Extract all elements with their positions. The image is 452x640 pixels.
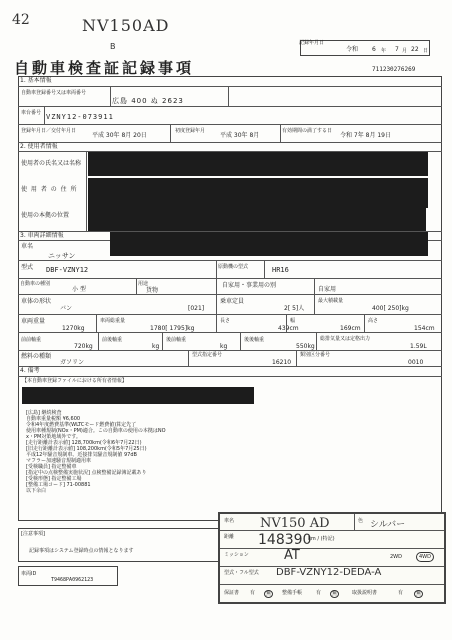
f-axle-label: 前後軸重	[102, 337, 123, 343]
displacement-label: 総排気量又は定格出力	[320, 336, 371, 342]
sticker-color-label: 色	[358, 518, 364, 524]
reg-value: 広島 400 ぬ 2623	[112, 97, 184, 105]
vehicle-id-box	[18, 566, 118, 586]
first-reg-value: 平成 30年 8月 20日	[92, 132, 147, 139]
sticker-manual-label: 取扱説明書	[352, 590, 378, 596]
length-label: 長さ	[220, 318, 231, 324]
user-base-label: 使用の本拠の位置	[21, 212, 70, 219]
remarks-line: マフラー加速騒音規制適用車	[26, 458, 92, 464]
remarks-line: 平成12年騒音規制車、近接排気騒音規制値 97dB	[26, 452, 137, 458]
maker-value: ニッサン	[48, 252, 76, 260]
remarks-line: 以下余白	[26, 488, 47, 494]
remarks-line: [受検職員] 指定整備車	[26, 464, 77, 470]
capacity-value: 2[ 5]人	[284, 305, 305, 312]
owner-info-redaction	[22, 387, 254, 404]
body-label: 車体の形状	[21, 298, 52, 305]
expiry-value: 令和 7年 8月 19日	[340, 132, 391, 139]
sticker-service-label: 整備手帳	[282, 590, 303, 596]
type-no-label: 型式指定番号	[192, 352, 223, 358]
sticker-mileage-label: 距離	[224, 534, 235, 540]
max-load-label: 最大積載量	[318, 298, 344, 304]
f-axle-value: kg	[152, 343, 160, 350]
section-user-title: 2. 使用者情報	[20, 143, 58, 150]
vehicle-id-label: 車両ID	[21, 571, 37, 577]
displacement-value: 1.59L	[410, 343, 427, 350]
record-day: 22	[411, 46, 419, 53]
caution-box	[18, 528, 226, 562]
remarks-line: [受検形態] 指定整備工場	[26, 476, 82, 482]
record-date-label: 記録年月日	[299, 40, 325, 46]
private-label: 自家用・事業用の別	[222, 282, 277, 289]
class-no-value: 0010	[408, 359, 424, 366]
sticker-warranty-yes[interactable]: 有	[250, 590, 256, 596]
body-value: バン	[60, 305, 73, 312]
user-address-label: 使 用 者 の 住 所	[21, 186, 78, 193]
private-value: 自家用	[318, 286, 337, 293]
use-value: 貨物	[146, 287, 159, 294]
kind-value: 小 型	[72, 286, 86, 293]
width-value: 169cm	[340, 325, 361, 332]
caution-text: 記録事項はシステム登録時点の情報となります	[29, 548, 134, 554]
type-no-value: 16210	[272, 359, 292, 366]
remarks-line: 自動車重量税額 ¥6,600	[26, 416, 81, 422]
sticker-mileage-unit: km / (特記)	[308, 536, 335, 542]
fuel-label: 燃料の種類	[21, 353, 52, 360]
maker-label: 車名	[21, 243, 34, 250]
chassis-value: VZNY12-073911	[46, 113, 114, 121]
record-year: 6	[372, 46, 376, 53]
ff-axle-label: 前前軸重	[21, 337, 42, 343]
record-month-suffix: 月	[402, 48, 408, 54]
sticker-warranty-no[interactable]: 無	[266, 591, 272, 597]
width-label: 幅	[290, 318, 296, 324]
section-basic-title: 1. 基本情報	[20, 77, 52, 84]
vehicle-info-redaction	[110, 232, 428, 256]
remarks-line: 使用車種規制(NOx・PM)適合。この自動車の使用の本拠はNO	[26, 428, 166, 434]
document-number: 711230276269	[372, 66, 416, 73]
engine-value: HR16	[272, 266, 289, 274]
sticker-2wd-option[interactable]: 2WD	[390, 554, 402, 560]
handwritten-corner-number: 42	[12, 12, 30, 28]
weight-label: 車両重量	[21, 318, 46, 325]
handwritten-model: NV150AD	[82, 16, 170, 35]
height-label: 高さ	[368, 318, 379, 324]
sticker-name-value: NV150 AD	[260, 516, 330, 531]
owner-header: 【本自動車登録ファイルにおける所有者情報】	[22, 378, 127, 384]
gross-label: 車両総重量	[100, 318, 126, 324]
sticker-manual-no[interactable]: 無	[416, 591, 422, 597]
record-era: 令和	[346, 46, 359, 53]
kind-label: 自動車の種別	[20, 281, 51, 287]
fuel-value: ガソリン	[60, 359, 85, 366]
r-axle-value: 550kg	[296, 343, 315, 350]
caution-header: [注意事項]	[21, 531, 45, 537]
remarks-line: [指定中の点検整備実施状況] 点検整備記録簿記載あり	[26, 470, 147, 476]
length-value: 439cm	[278, 325, 299, 332]
type-value: DBF-VZNY12	[46, 266, 89, 274]
section-remarks-title: 4. 備考	[20, 367, 40, 374]
sticker-type-value: DBF-VZNY12-DEDA-A	[276, 567, 382, 578]
capacity-label: 乗車定員	[220, 298, 245, 305]
class-no-label: 類別区分番号	[300, 352, 331, 358]
sticker-warranty-label: 保証書	[224, 590, 240, 596]
sticker-mission-value: AT	[284, 548, 300, 563]
sticker-service-no[interactable]: 無	[332, 591, 338, 597]
sticker-manual-yes[interactable]: 有	[398, 590, 404, 596]
remarks-list	[26, 410, 166, 494]
vehicle-id-value: T9468PA0962123	[51, 577, 94, 583]
ff-axle-value: 720kg	[74, 343, 93, 350]
rf-axle-label: 後前軸重	[166, 337, 187, 343]
user-base-redaction	[88, 206, 426, 231]
sticker-service-yes[interactable]: 有	[316, 590, 322, 596]
sticker-mission-label: ミッション	[224, 552, 249, 558]
document-title: 自動車検査証記録事項	[14, 59, 195, 77]
sticker-color-value: シルバー	[370, 520, 406, 530]
record-year-suffix: 年	[381, 48, 387, 54]
first-reg-label: 登録年月日／交付年月日	[21, 128, 77, 134]
weight-value: 1270kg	[62, 325, 85, 332]
first-inspection-label: 初度登録年月	[175, 128, 206, 134]
remarks-line: [旧走行距離計表示値] 108,200km(令和5年7月25日)	[26, 446, 147, 452]
reg-label: 自動車登録番号又は車両番号	[21, 90, 87, 96]
section-vehicle-title: 3. 車両詳細情報	[20, 232, 64, 239]
first-inspection-value: 平成 30年 8月	[220, 132, 260, 139]
body-code: [021]	[188, 305, 205, 312]
sticker-mileage-value: 148390	[258, 532, 312, 548]
remarks-line: x・PM対策地域外です。	[26, 434, 81, 440]
use-label: 用途	[138, 281, 149, 287]
rf-axle-value: kg	[220, 343, 228, 350]
user-name-label: 使用者の氏名又は名称	[21, 160, 82, 167]
gross-value: 1780[ 1795]kg	[150, 325, 195, 332]
max-load-value: 400[ 250]kg	[372, 305, 409, 312]
user-name-redaction	[88, 152, 428, 176]
r-axle-label: 後後軸重	[244, 337, 265, 343]
remarks-line: 令和4年度燃費基準(WLTCモード燃費値)算定先了	[26, 422, 137, 428]
sticker-name-label: 車名	[224, 518, 235, 524]
handwritten-letter: B	[110, 42, 116, 51]
engine-label: 原動機の型式	[218, 264, 249, 270]
remarks-line: [広島] 継続検査	[26, 410, 62, 416]
record-month: 7	[395, 46, 399, 53]
remarks-line: [整備工場コード] 71-00881	[26, 482, 91, 488]
user-address-redaction	[88, 178, 428, 208]
sticker-type-label: 型式・フル型式	[224, 570, 259, 576]
expiry-label: 有効期間の満了する日	[282, 128, 333, 134]
chassis-label: 車台番号	[21, 110, 42, 116]
height-value: 154cm	[414, 325, 435, 332]
remarks-line: [走行距離計表示値] 128,700km(令和6年7月22日)	[26, 440, 142, 446]
type-label: 型式	[21, 264, 34, 271]
sticker-4wd-option[interactable]: 4WD	[416, 552, 434, 562]
record-day-suffix: 日	[423, 48, 429, 54]
record-date-box	[300, 40, 430, 56]
dealer-sticker	[218, 512, 446, 604]
